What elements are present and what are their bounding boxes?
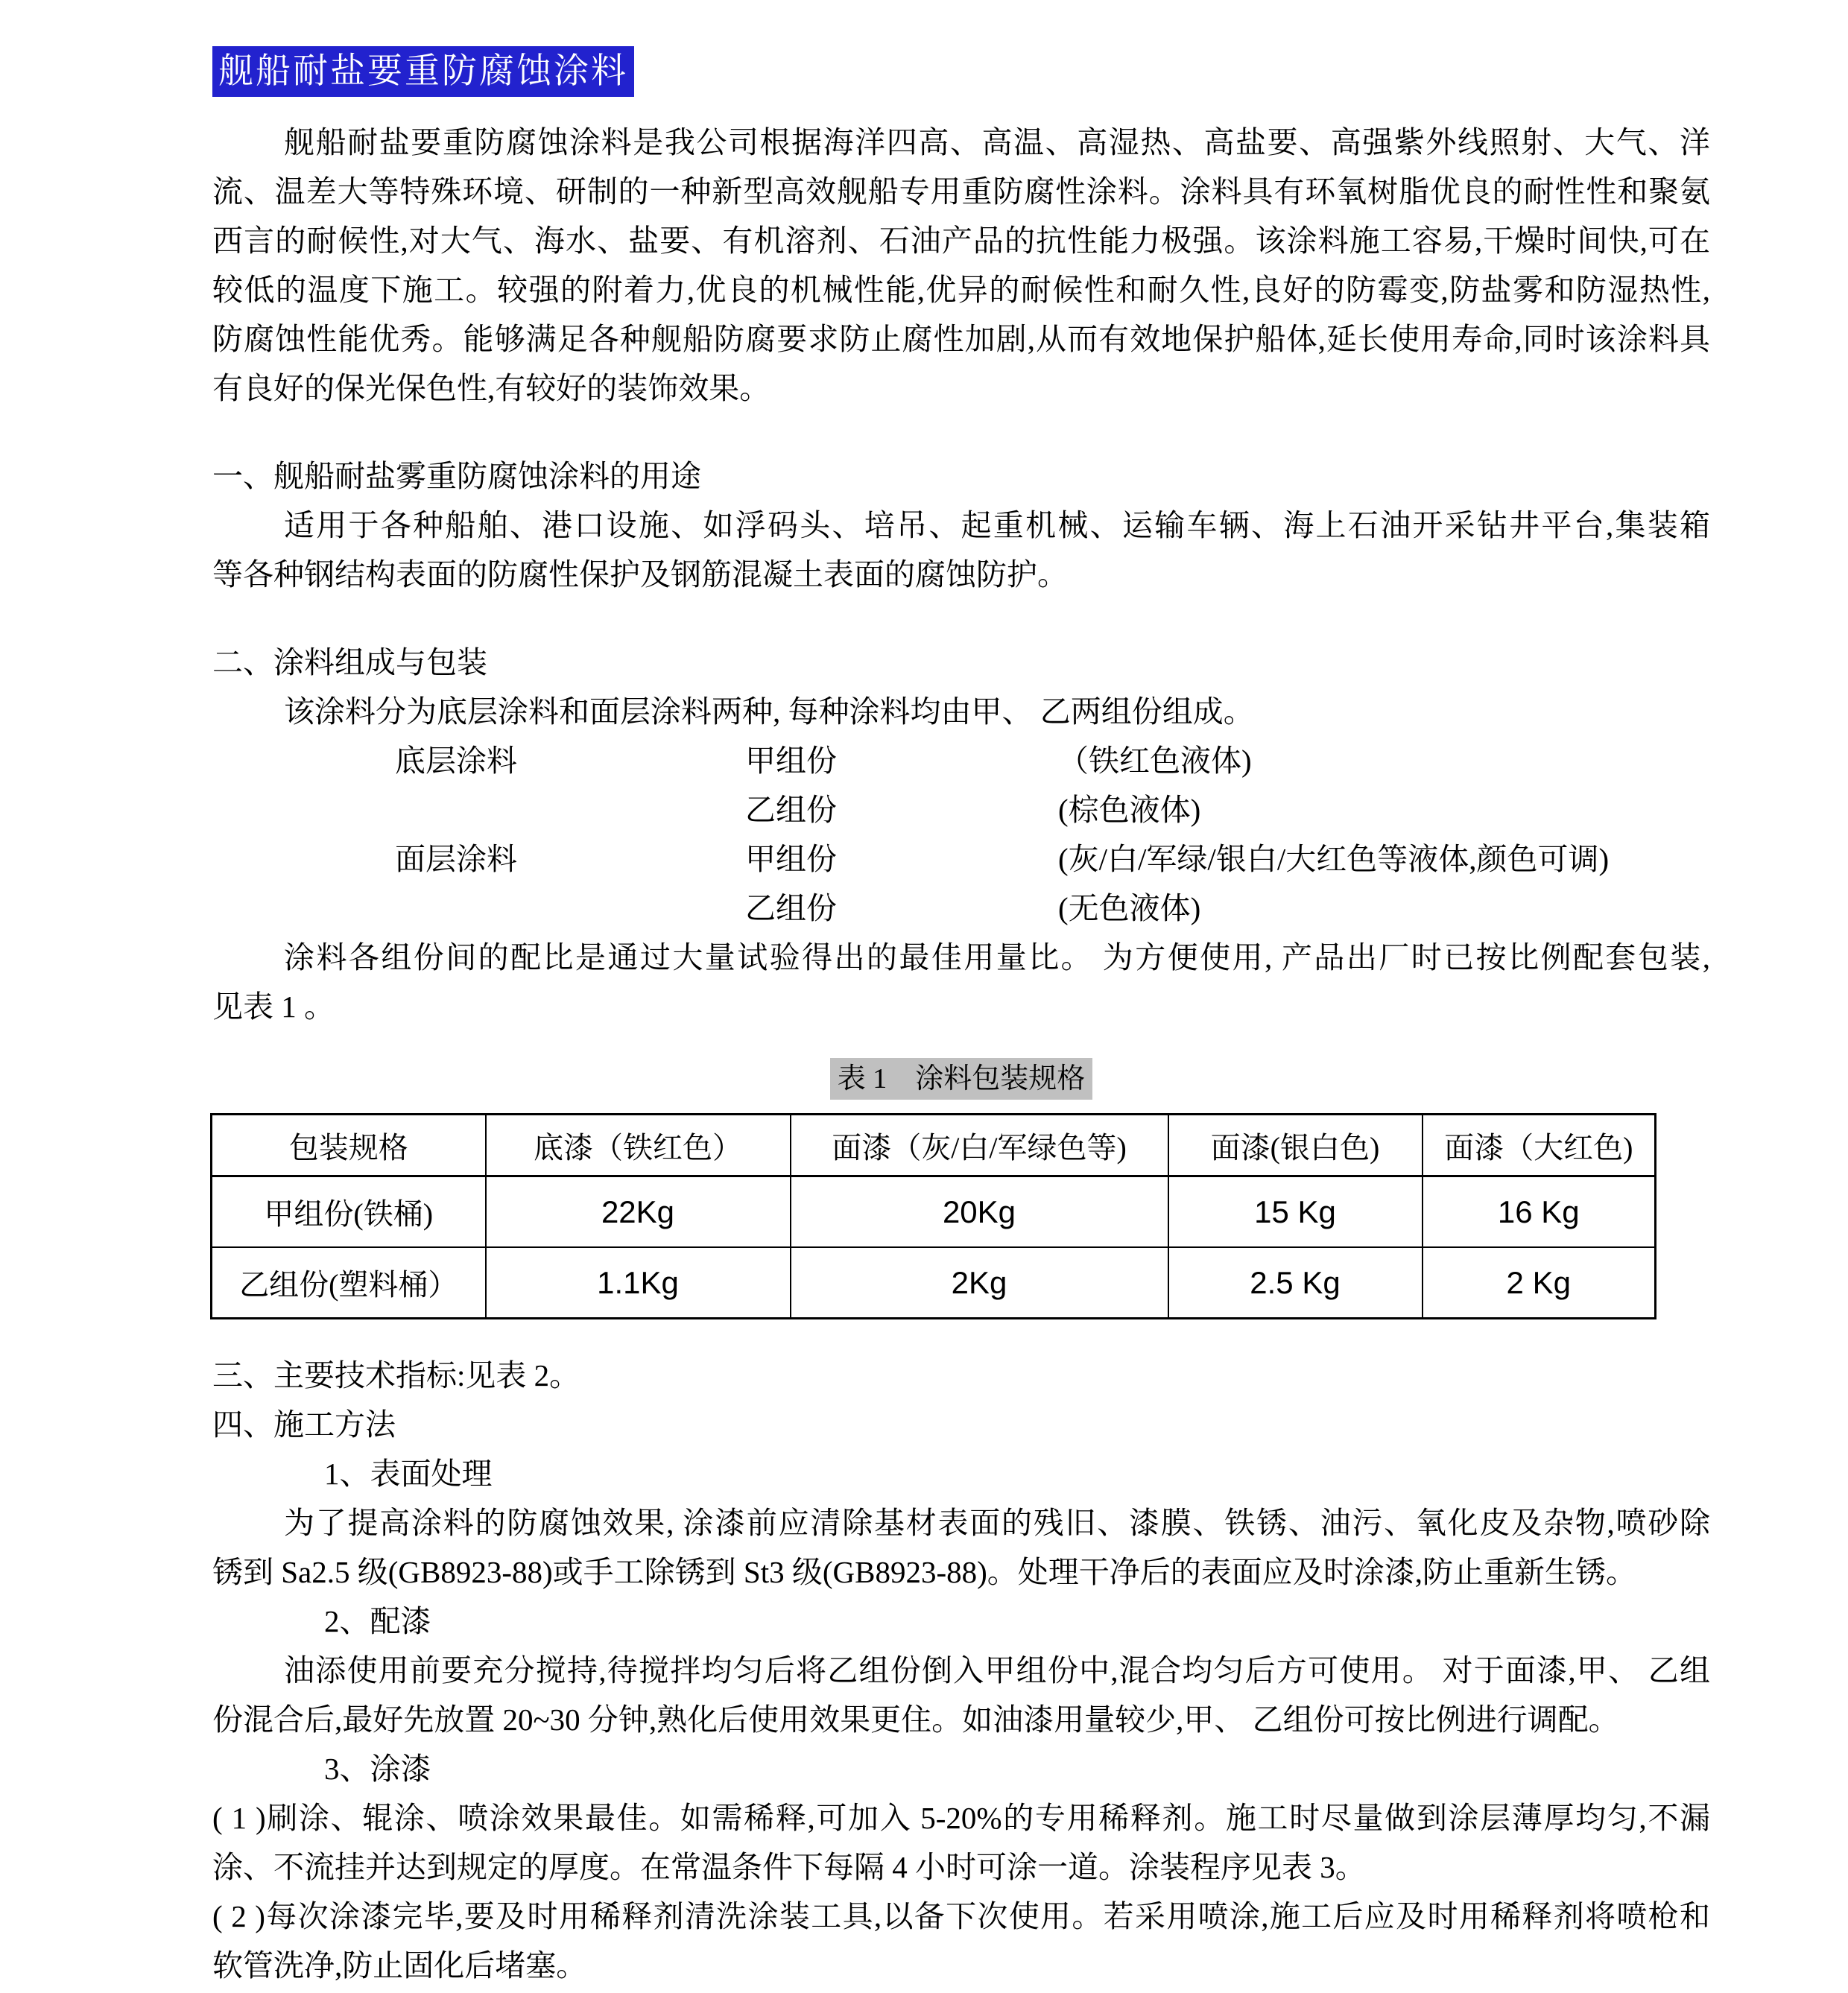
- intro-line: 舰船耐盐要重防腐蚀涂料是我公司根据海洋四高、高温、高湿热、高盐要、高强紫外线照射、大气、洋: [284, 125, 1710, 159]
- packaging-table: [210, 1113, 1656, 1319]
- component-part: 甲组份: [745, 744, 837, 778]
- sub3-line: ( 1 )刷涂、辊涂、喷涂效果最佳。如需稀释,可加入 5-20%的专用稀释剂。施工时尽量做到涂层薄厚均匀,不漏: [212, 1801, 1710, 1835]
- sub1-line: 为了提高涂料的防腐蚀效果, 涂漆前应清除基材表面的残旧、漆膜、铁锈、油污、氧化皮及杂物,喷砂除: [284, 1506, 1710, 1540]
- table-cell: 16 Kg: [1423, 1176, 1656, 1248]
- component-desc: (灰/白/军绿/银白/大红色等液体,颜色可调): [1058, 842, 1610, 876]
- intro-line: 西言的耐候性,对大气、海水、盐要、有机溶剂、石油产品的抗性能力极强。该涂料施工容易,干燥时间快,可在: [212, 224, 1710, 258]
- table-cell: 2.5 Kg: [1168, 1247, 1423, 1319]
- intro-line: 流、温差大等特殊环境、研制的一种新型高效舰船专用重防腐性涂料。涂料具有环氧树脂优良的耐性性和聚氨: [212, 174, 1710, 209]
- component-layer: 面层涂料: [395, 842, 517, 876]
- section-usage: [212, 451, 1710, 599]
- component-part: 乙组份: [745, 793, 837, 827]
- table-cell: 22Kg: [486, 1176, 791, 1248]
- table1-caption-text: 表 1 涂料包装规格: [830, 1058, 1093, 1100]
- sub3-line: ( 2 )每次涂漆完毕,要及时用稀释剂清洗涂装工具,以备下次使用。若采用喷涂,施工后应及时用稀释剂将喷枪和: [212, 1899, 1710, 1933]
- intro-line: 较低的温度下施工。较强的附着力,优良的机械性能,优异的耐候性和耐久性,良好的防霉变,防盐雾和防湿热性,: [212, 273, 1710, 307]
- table-header-cell: 底漆（铁红色）: [486, 1115, 791, 1176]
- component-row: [212, 834, 1710, 884]
- intro-paragraph: [212, 118, 1710, 413]
- sub2-line: 油添使用前要充分搅持,待搅拌均匀后将乙组份倒入甲组份中,混合均匀后方可使用。 对于面漆,甲、 乙组: [284, 1653, 1710, 1688]
- section-composition: [212, 638, 1710, 1031]
- sub1-line: 锈到 Sa2.5 级(GB8923-88)或手工除锈到 St3 级(GB8923-88)。处理干净后的表面应及时涂漆,防止重新生锈。: [212, 1555, 1637, 1589]
- page-title: [212, 46, 1710, 97]
- component-desc: (无色液体): [1058, 891, 1201, 925]
- table1-caption: [212, 1058, 1710, 1100]
- table-header-cell: 面漆（大红色): [1423, 1115, 1656, 1176]
- section2-heading: 二、涂料组成与包装: [212, 645, 487, 679]
- section-application: [212, 1400, 1710, 1990]
- section4-heading: 四、施工方法: [212, 1407, 396, 1442]
- table-header-cell: 面漆（灰/白/军绿色等): [791, 1115, 1168, 1176]
- component-part: 甲组份: [745, 842, 837, 876]
- table-row-label: 甲组份(铁桶): [212, 1176, 486, 1248]
- section1-line: 等各种钢结构表面的防腐性保护及钢筋混凝土表面的腐蚀防护。: [212, 557, 1068, 592]
- table-header-row: [212, 1115, 1656, 1176]
- sub3-heading: 3、涂漆: [324, 1752, 431, 1786]
- section3-heading: 三、主要技术指标:见表 2。: [212, 1358, 580, 1392]
- section1-line: 适用于各种船舶、港口设施、如浮码头、培吊、起重机械、运输车辆、海上石油开采钻井平台,集装箱: [284, 508, 1710, 542]
- component-row: [212, 884, 1710, 933]
- component-part: 乙组份: [745, 891, 837, 925]
- table-cell: 2Kg: [791, 1247, 1168, 1319]
- component-layer: [395, 785, 745, 834]
- page-title-text: 舰船耐盐要重防腐蚀涂料: [212, 46, 634, 97]
- table-header-cell: 包装规格: [212, 1115, 486, 1176]
- table-header-cell: 面漆(银白色): [1168, 1115, 1423, 1176]
- sub3-line: 软管洗净,防止固化后堵塞。: [212, 1948, 587, 1983]
- component-row: [212, 785, 1710, 834]
- ratio-line: 见表 1 。: [212, 989, 335, 1024]
- sub1-heading: 1、表面处理: [324, 1457, 493, 1491]
- table-cell: 20Kg: [791, 1176, 1168, 1248]
- sub3-line: 涂、不流挂并达到规定的厚度。在常温条件下每隔 4 小时可涂一道。涂装程序见表 3。: [212, 1850, 1366, 1884]
- intro-line: 有良好的保光保色性,有较好的装饰效果。: [212, 371, 770, 405]
- component-layer: 底层涂料: [395, 744, 517, 778]
- table-row-label: 乙组份(塑料桶）: [212, 1247, 486, 1319]
- intro-line: 防腐蚀性能优秀。能够满足各种舰船防腐要求防止腐性加剧,从而有效地保护船体,延长使用寿命,同时该涂料具: [212, 322, 1710, 356]
- section-specs: [212, 1351, 1710, 1400]
- section1-heading: 一、舰船耐盐雾重防腐蚀涂料的用途: [212, 459, 701, 493]
- table-row: [212, 1176, 1656, 1248]
- sub2-heading: 2、配漆: [324, 1604, 431, 1638]
- component-desc: （铁红色液体): [1058, 744, 1252, 778]
- table-cell: 1.1Kg: [486, 1247, 791, 1319]
- component-row: [212, 736, 1710, 785]
- table-row: [212, 1247, 1656, 1319]
- component-desc: (棕色液体): [1058, 793, 1201, 827]
- table-cell: 2 Kg: [1423, 1247, 1656, 1319]
- component-list: [212, 736, 1710, 933]
- section2-intro: 该涂料分为底层涂料和面层涂料两种, 每种涂料均由甲、 乙两组份组成。: [284, 694, 1254, 729]
- table-cell: 15 Kg: [1168, 1176, 1423, 1248]
- sub2-line: 份混合后,最好先放置 20~30 分钟,熟化后使用效果更住。如油漆用量较少,甲、 乙组份可按比例进行调配。: [212, 1702, 1619, 1737]
- component-layer: [395, 884, 745, 933]
- ratio-line: 涂料各组份间的配比是通过大量试验得出的最佳用量比。 为方便使用, 产品出厂时已按比例配套包装,: [284, 940, 1710, 975]
